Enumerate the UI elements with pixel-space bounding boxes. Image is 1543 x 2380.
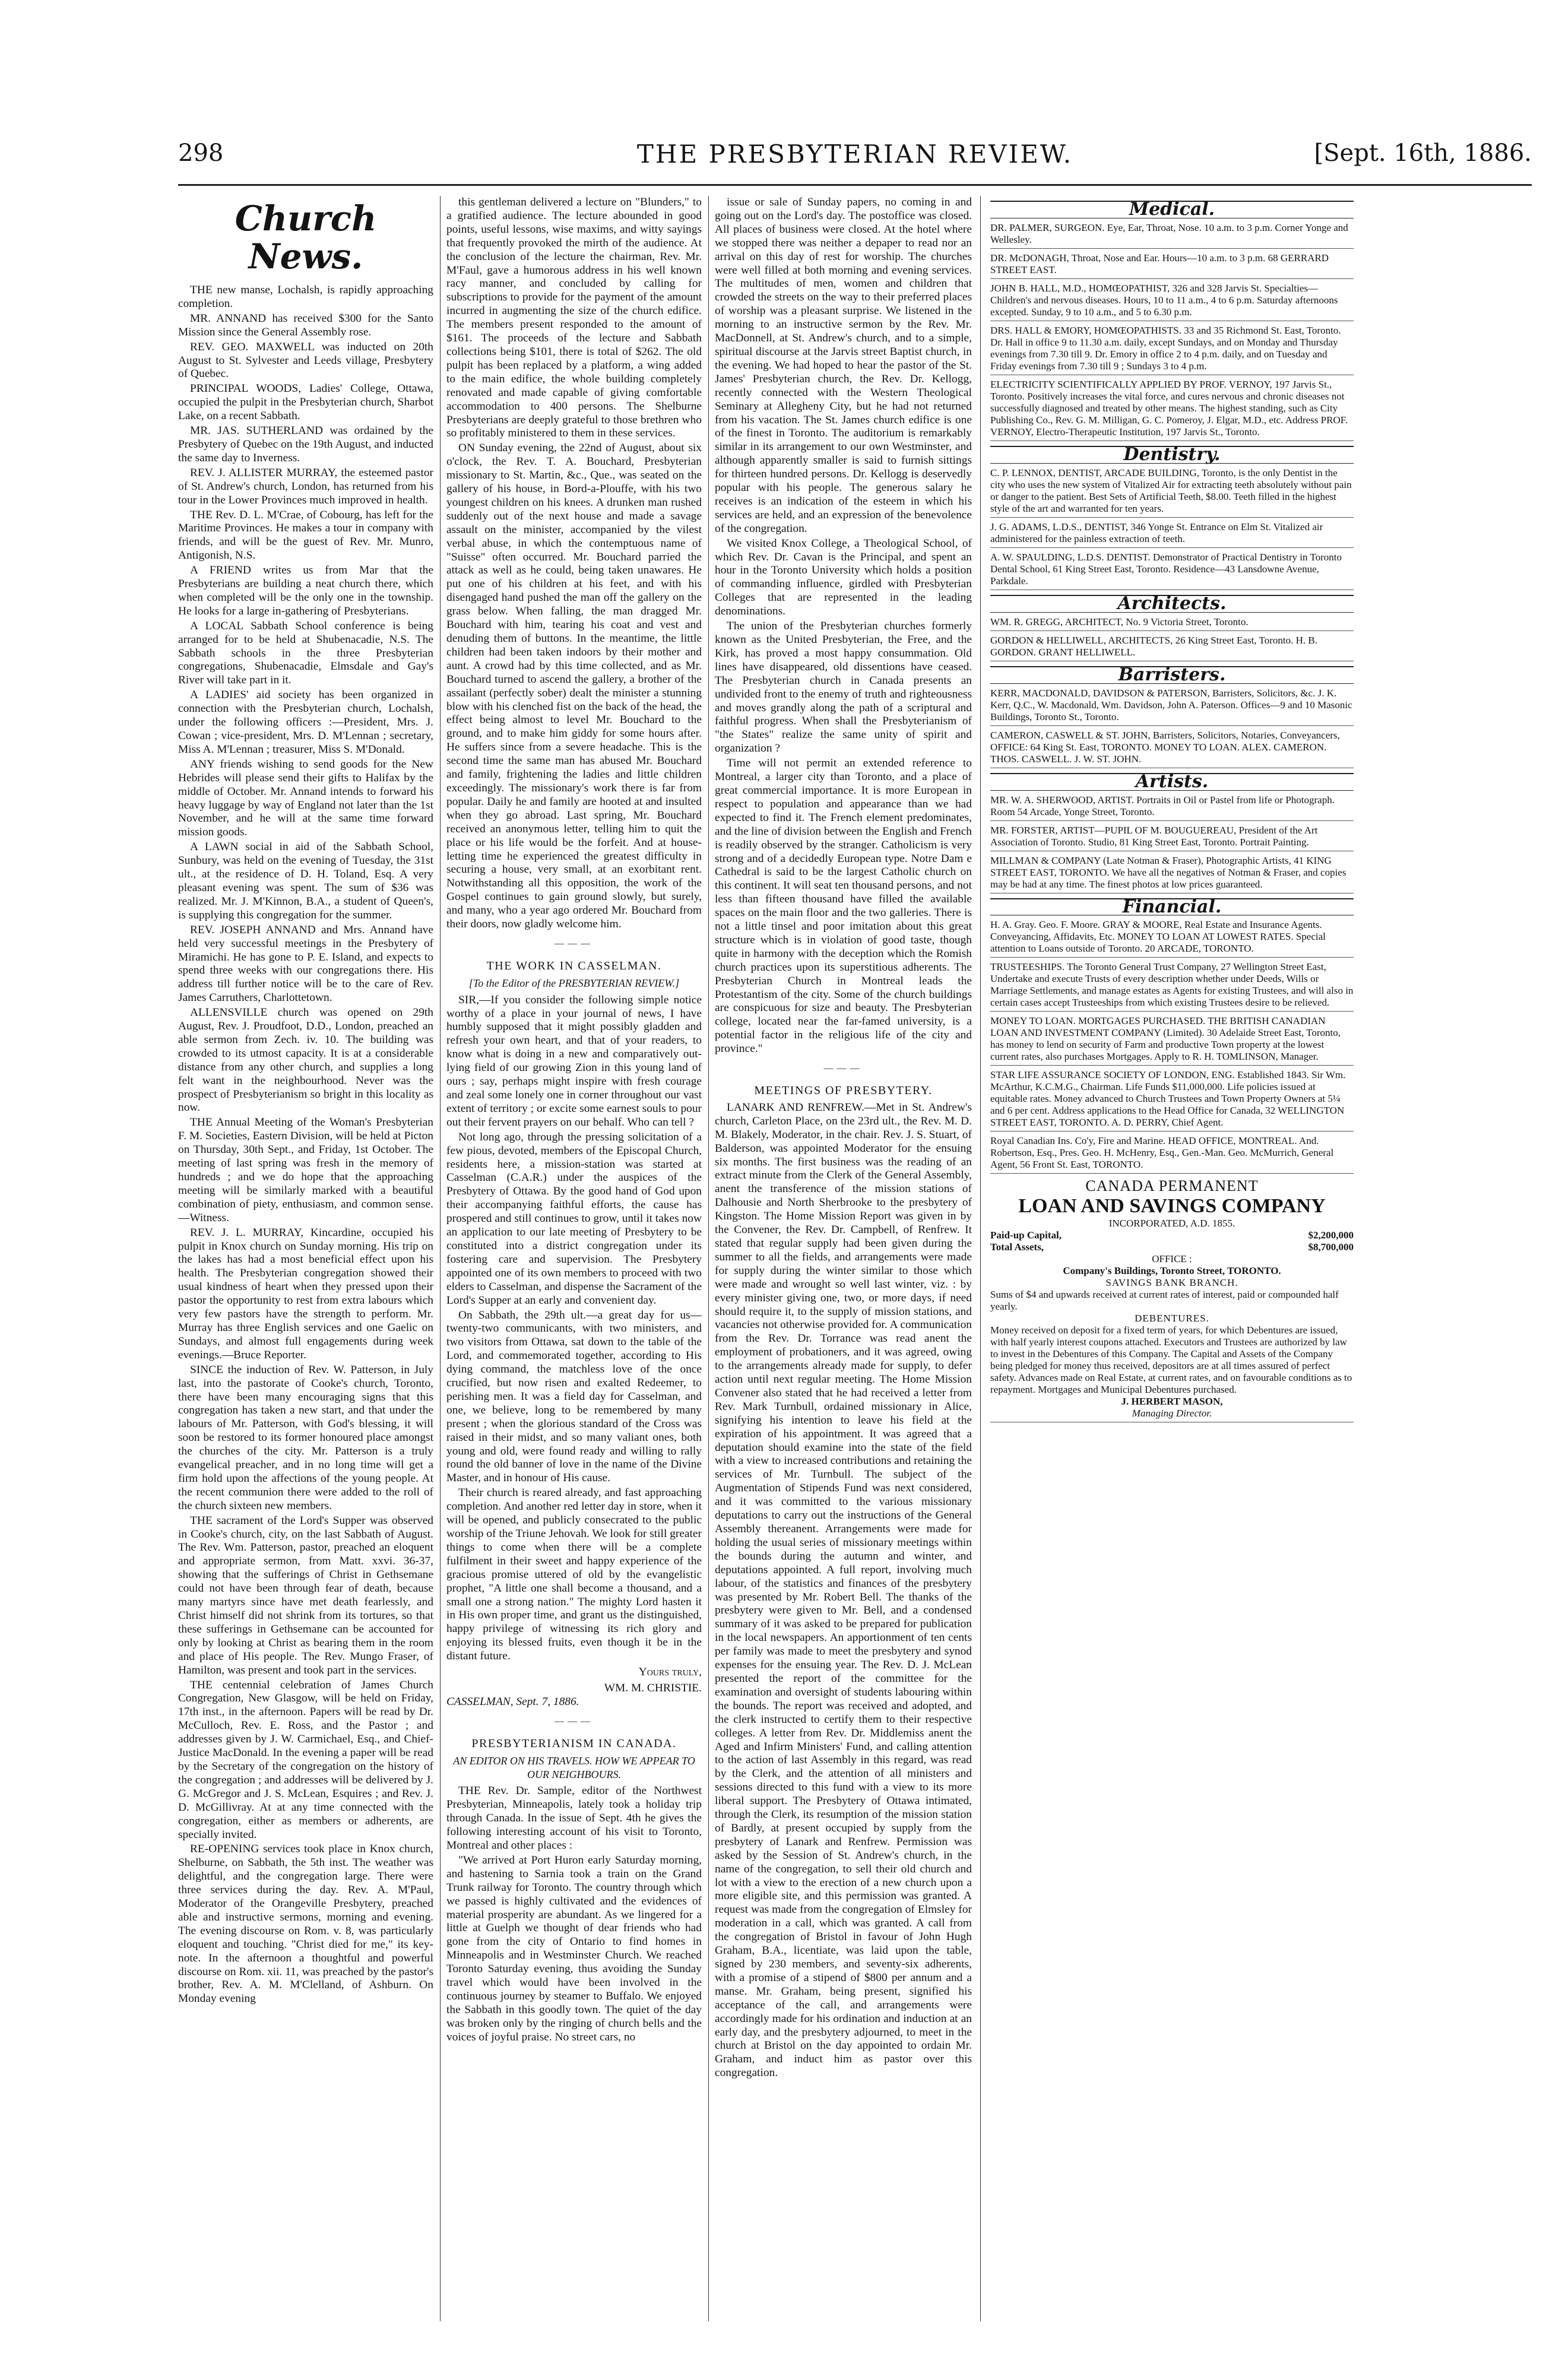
canada-permanent-ad <box>990 1177 1354 1422</box>
architects-ads <box>990 616 1354 661</box>
column-rule <box>980 196 981 2321</box>
news-item: THE new manse, Lochalsh, is rapidly approaching completion. <box>178 284 433 310</box>
cp-savings: SAVINGS BANK BRANCH. <box>1105 1277 1238 1289</box>
article-paragraph: this gentleman delivered a lecture on "Blunders," to a gratified audience. The lecture abounded in good points, useful lessons, wise maxims, and witty sayings that frequently provoked the mirth of the audience. At the conclusion of the lecture the chairman, Rev. Mr. M'Faul, gave a humorous address in his well known racy manner, and concluded by calling for subscriptions to provide for the payment of the amount incurred in augmenting the size of the church edifice. The members present responded to the amount of $161. The proceeds of the lecture and Sabbath collections being $101, there is total of $262. The old pulpit has been replaced by a platform, a wing added to the main edifice, the whole building completely renovated and made capable of giving comfortable accommodation to 400 persons. The Shelburne Presbyterians are deeply grateful to those brethren who so profitably ministered to them in these services. <box>446 196 702 440</box>
architect-ad: GORDON & HELLIWELL, ARCHITECTS, 26 King Street East, Toronto. H. B. GORDON. GRANT HELLIWELL. <box>990 635 1354 661</box>
medical-ad: DR. McDONAGH, Throat, Nose and Ear. Hours—10 a.m. to 3 p.m. 68 GERRARD STREET EAST. <box>990 252 1354 279</box>
news-item: REV. J. L. MURRAY, Kincardine, occupied his pulpit in Knox church on Sunday morning. His trip on the lakes has had a most beneficial effect upon his health. The Presbyterian congregation showed their usual kindness of heart when they pressed upon their pastor the opportunity to rest from extra labours which very few pastors have the strength to perform. Mr. Murray has three English services and one Gaelic on Sundays, and almost full engagements during week evenings.—Bruce Reporter. <box>178 1226 433 1361</box>
medical-ad: DRS. HALL & EMORY, HOMŒOPATHISTS. 33 and 35 Richmond St. East, Toronto. Dr. Hall in office 9 to 11.30 a.m. daily, except Sundays, and on Monday and Thursday evenings from 7.30 till 9. Dr. Emory in office 2 to 4 p.m. daily, and on Tuesday and Friday evenings from 7.30 till 9 ; Sundays 3 to 4 p.m. <box>990 325 1354 375</box>
artist-ad: MR. W. A. SHERWOOD, ARTIST. Portraits in Oil or Pastel from life or Photograph. Room 54 Arcade, Yonge Street, Toronto. <box>990 794 1354 821</box>
header-rule <box>178 184 1532 186</box>
news-item: MR. ANNAND has received $300 for the Santo Mission since the General Assembly rose. <box>178 312 433 338</box>
barrister-ad: KERR, MACDONALD, DAVIDSON & PATERSON, Barristers, Solicitors, &c. J. K. Kerr, Q.C., W. Macdonald, Wm. Davidson, John A. Paterson. Offices—9 and 10 Masonic Buildings, Toronto St., Toronto. <box>990 687 1354 726</box>
news-item: REV. GEO. MAXWELL was inducted on 20th August to St. Sylvester and Leeds village, Presbytery of Quebec. <box>178 340 433 381</box>
canada-subtitle: AN EDITOR ON HIS TRAVELS. HOW WE APPEAR TO OUR NEIGHBOURS. <box>453 1754 695 1780</box>
architect-ad: WM. R. GREGG, ARCHITECT, No. 9 Victoria Street, Toronto. <box>990 616 1354 631</box>
letter-paragraph: On Sabbath, the 29th ult.—a great day for us—twenty-two communicants, with two ministers, and two visitors from Ottawa, sat down to the table of the Lord, and commemorated together, according to His dying command, the matchless love of the once crucified, but now risen and exalted Redeemer, to perishing men. It was a field day for Casselman, and one, we believe, long to be remembered by many present ; when the glorious standard of the Cross was raised in their midst, and so many valiant ones, both young and old, were found ready and willing to rally round the old banner of love in the name of the Divine Master, and in honour of His cause. <box>446 1308 702 1485</box>
article-paragraph: ON Sunday evening, the 22nd of August, about six o'clock, the Rev. T. A. Bouchard, Presbyterian missionary to St. Martin, &c., Que., was seated on the gallery of his house, in Bord-a-Plouffe, with his two youngest children on his knees. A drunken man rushed suddenly out of the next house and made a savage assault on the minister, accompanied by the vilest verbal abuse, in which the contemptuous name of "Suisse" often occurred. Mr. Bouchard parried the attack as well as he could, being taken unawares. He put one of his children at his feet, and with his disengaged hand pushed the man off the gallery on the grass below. When falling, the man dragged Mr. Bouchard with him, tearing his coat and vest and denuding them of buttons. In the meantime, the little children had been taken indoors by their mother and aunt. A crowd had by this time collected, and as Mr. Bouchard turned to ascend the gallery, a brother of the assailant (perfectly sober) dealt the minister a stunning blow with his clenched fist on the back of the head, the effect being almost to level Mr. Bouchard to the ground, and to make him giddy for some hours after. He suffers since from a severe headache. This is the second time the same man has abused Mr. Bouchard and family, frightening the ladies and little children exceedingly. The missionary's work there is far from popular. Daily he and family are hooted at and insulted when they go abroad. Last spring, Mr. Bouchard received an anonymous letter, telling him to quit the place or his life would be the forfeit. And at house-letting time he experienced the greatest difficulty in securing a house, very small, at an exorbitant rent. Notwithstanding all this opposition, the work of the Gospel continues to gain ground slowly, but surely, and many, who a year ago ordered Mr. Bouchard from their doors, now gladly welcome him. <box>446 442 702 931</box>
divider: ——— <box>823 1063 863 1074</box>
column-advertisements <box>990 196 1354 2321</box>
meetings-title: MEETINGS OF PRESBYTERY. <box>754 1084 933 1097</box>
divider: ——— <box>555 938 594 949</box>
medical-ads <box>990 222 1354 441</box>
barristers-ads <box>990 687 1354 768</box>
letter-closing: Yours truly, <box>638 1666 702 1679</box>
cp-manager: J. HERBERT MASON, <box>1121 1396 1223 1408</box>
column-church-news <box>178 196 433 2321</box>
dentistry-ad: C. P. LENNOX, DENTIST, ARCADE BUILDING, Toronto, is the only Dentist in the city who uses the new system of Vitalized Air for extracting teeth absolutely without pain or danger to the patient. Best Sets of Artificial Teeth, $8.00. Teeth filled in the highest style of the art and warranted for ten years. <box>990 467 1354 518</box>
dentistry-ad: A. W. SPAULDING, L.D.S. DENTIST. Demonstrator of Practical Dentistry in Toronto Dental School, 61 King Street East, Toronto. Residence—43 Lansdowne Avenue, Parkdale. <box>990 552 1354 590</box>
dentistry-heading: Dentistry. <box>990 446 1354 464</box>
running-head <box>178 140 1532 175</box>
news-item: A FRIEND writes us from Mar that the Presbyterians are building a neat church there, which when completed will be the only one in the township. He looks for a large in-gathering of Presbyterians. <box>178 564 433 617</box>
column-rule <box>708 196 709 2321</box>
casselman-note: [To the Editor of the PRESBYTERIAN REVIEW.] <box>468 977 680 989</box>
issue-date: [Sept. 16th, 1886. <box>1314 140 1532 167</box>
cp-office-address: Company's Buildings, Toronto Street, TORONTO. <box>1063 1265 1281 1277</box>
cp-savings-text: Sums of $4 and upwards received at current rates of interest, paid or compounded half yearly. <box>990 1289 1339 1313</box>
artist-ad: MILLMAN & COMPANY (Late Notman & Fraser), Photographic Artists, 41 KING STREET EAST, TORONTO. We have all the negatives of Notman & Fraser, and copies may be had at any time. The finest photos at low prices guaranteed. <box>990 855 1354 893</box>
cp-manager-title: Managing Director. <box>1132 1408 1212 1419</box>
article-paragraph: issue or sale of Sunday papers, no coming in and going out on the Lord's day. The postoffice was closed. All places of business were closed. At the hotel where we stopped there was neither a depaper to read nor an arrival on this day of rest for worship. The churches were well filled at both morning and evening services. The multitudes of men, women and children that crowded the streets on the way to their preferred places of worship was a pleasant surprise. We listened in the morning to an instructive sermon by the Rev. Mr. MacDonnell, at St. Andrew's church, and to a simple, spiritual discourse at the Jarvis street Baptist church, in the evening. We had hoped to hear the pastor of the St. James' Presbyterian church, the Rev. Dr. Kellogg, recently connected with the Western Theological Seminary at Allegheny City, but he had not returned from his vacation. The St. James church edifice is one of the finest in Toronto. The auditorium is remarkably similar in its arrangement to our own Westminster, and although apparently smaller is said to furnish sittings for thirteen hundred persons. Dr. Kellogg is deservedly popular with his people. The generous salary he receives is an indication of the esteem in which his services are held, and an expression of the benevolence of the congregation. <box>715 196 972 535</box>
news-item: PRINCIPAL WOODS, Ladies' College, Ottawa, occupied the pulpit in the Presbyterian church, Sharbot Lake, on a recent Sabbath. <box>178 382 433 423</box>
column-three-paragraphs <box>715 196 972 1056</box>
article-paragraph: We visited Knox College, a Theological School, of which Rev. Dr. Cavan is the Principal, and spent an hour in the Toronto University which holds a position of commanding influence, girdled with Presbyterian Colleges that are represented in the leading denominations. <box>715 537 972 618</box>
medical-ad: DR. PALMER, SURGEON. Eye, Ear, Throat, Nose. 10 a.m. to 3 p.m. Corner Yonge and Wellesley. <box>990 222 1354 249</box>
news-item: ANY friends wishing to send goods for the New Hebrides will please send their gifts to Halifax by the middle of October. Mr. Annand intends to forward his heavy luggage by way of England not later than the 1st November, and he will at the same time forward mission goods. <box>178 758 433 839</box>
financial-ad: H. A. Gray. Geo. F. Moore. GRAY & MOORE, Real Estate and Insurance Agents. Conveyancing, Affidavits, Etc. MONEY TO LOAN AT LOWEST RATES. Special attention to Loans outside of Toronto. 20 ARCADE, TORONTO. <box>990 919 1354 958</box>
financial-ad: Royal Canadian Ins. Co'y, Fire and Marine. HEAD OFFICE, MONTREAL. And. Robertson, Esq., Pres. Geo. H. McHenry, Esq., Gen.-Man. Geo. McMurrich, General Agent, 56 Front St. East, TORONTO. <box>990 1135 1354 1174</box>
news-item: RE-OPENING services took place in Knox church, Shelburne, on Sabbath, the 5th inst. The weather was delightful, and the congregation large. There were three services during the day. Rev. A. M'Paul, Moderator of the Orangeville Presbytery, preached able and instructive sermons, morning and evening. The evening discourse on Rom. v. 8, was particularly eloquent and touching. "Christ died for me," its key-note. In the afternoon a thoughtful and powerful discourse on Rom. xii. 11, was preached by the pastor's brother, Rev. A. M. M'Clelland, of Ashburn. On Monday evening <box>178 1843 433 2005</box>
cp-capital-label: Paid-up Capital, <box>990 1229 1062 1241</box>
meetings-report <box>715 1101 972 2080</box>
publication-title: THE PRESBYTERIAN REVIEW. <box>636 140 1073 169</box>
letter-paragraph: Not long ago, through the pressing solicitation of a few pious, devoted, members of the Episcopal Church, residents here, a mission-station was started at Casselman (C.A.R.) under the auspices of the Presbytery of Ottawa. By the good hand of God upon their accompanying faithful efforts, the cause has prospered and still continues to grow, until it takes now an application to our late meeting of Presbytery to be constituted into a district congregation under its fostering care and supervision. The Presbytery appointed one of its own members to proceed with two elders to Casselman, and dispense the Sacrament of the Lord's Supper at an early and convenient day. <box>446 1130 702 1307</box>
dentistry-ads <box>990 467 1354 590</box>
column-rule <box>440 196 441 2321</box>
cp-debentures: DEBENTURES. <box>1135 1313 1209 1324</box>
artists-heading: Artists. <box>990 773 1354 791</box>
cp-office-label: OFFICE : <box>1152 1253 1192 1265</box>
church-news-items <box>178 284 433 2006</box>
medical-ad: ELECTRICITY SCIENTIFICALLY APPLIED BY PROF. VERNOY, 197 Jarvis St., Toronto. Positively increases the vital force, and cures nervous and chronic diseases not successfully diagnosed and treated by other means. The highest standing, such as City Publishing Co., Rev. G. M. Milligan, G. C. Pomeroy, J. Elgar, M.D., etc. Address PROF. VERNOY, Electro-Therapeutic Institution, 197 Jarvis St., Toronto. <box>990 379 1354 441</box>
cp-capital-row <box>990 1229 1354 1241</box>
article-paragraph: THE Rev. Dr. Sample, editor of the Northwest Presbyterian, Minneapolis, lately took a holiday trip through Canada. In the issue of Sept. 4th he gives the following interesting account of his visit to Toronto, Montreal and other places : <box>446 1785 702 1852</box>
financial-heading: Financial. <box>990 898 1354 916</box>
news-item: SINCE the induction of Rev. W. Patterson, in July last, into the pastorate of Cooke's church, Toronto, there have been many encouraging signs that this congregation has taken a new start, and that under the labours of Mr. Patterson, with God's blessing, it will soon be restored to its former honoured place amongst the churches of the city. Mr. Patterson is a truly evangelical preacher, and in no long time will get a firm hold upon the affections of the young people. At the recent communion there were added to the roll of the church sixteen new members. <box>178 1363 433 1512</box>
financial-ad: TRUSTEESHIPS. The Toronto General Trust Company, 27 Wellington Street East, Undertake and execute Trusts of every description whether under Deeds, Wills or Marriage Settlements, and manage estates as Agents for existing Trustees, and will also in certain cases accept Trusteeships from which existing Trustees desire to be relieved. <box>990 961 1354 1012</box>
casselman-letter <box>446 994 702 1663</box>
church-news-heading: Church News. <box>235 198 377 277</box>
artists-ads <box>990 794 1354 893</box>
news-item: MR. JAS. SUTHERLAND was ordained by the Presbytery of Quebec on the 19th August, and inducted the same day to Inverness. <box>178 424 433 464</box>
news-item: THE Rev. D. L. M'Crae, of Cobourg, has left for the Maritime Provinces. He makes a tour in company with friends, and will be the guest of Rev. Mr. Munro, Antigonish, N.S. <box>178 508 433 562</box>
financial-ad: STAR LIFE ASSURANCE SOCIETY OF LONDON, ENG. Established 1843. Sir Wm. McArthur, K.C.M.G., Chairman. Life Funds $11,000,000. Life policies issued at equitable rates. Money advanced to Church Trustees and Town Property Owners at 5¼ and 6 per cent. Address applications to the Head Office for Canada, 32 WELLINGTON STREET EAST, TORONTO. A. D. PERRY, Chief Agent. <box>990 1069 1354 1132</box>
barrister-ad: CAMERON, CASWELL & ST. JOHN, Barristers, Solicitors, Notaries, Conveyancers, OFFICE: 64 King St. East, TORONTO. MONEY TO LOAN. ALEX. CAMERON. THOS. CASWELL. J. W. ST. JOHN. <box>990 730 1354 768</box>
barristers-heading: Barristers. <box>990 666 1354 684</box>
news-item: A LOCAL Sabbath School conference is being arranged for to be held at Shubenacadie, N.S. The Sabbath schools in the three Presbyterian congregations, Shubenacadie, Elmsdale and Gay's River will take part in it. <box>178 619 433 687</box>
column-two <box>446 196 702 2321</box>
page-number: 298 <box>178 140 224 167</box>
article-paragraph: Time will not permit an extended reference to Montreal, a larger city than Toronto, and a place of great commercial importance. It is more European in respect to population and appearance than we had expected to find it. The French element predominates, and the line of division between the English and French is readily observed by the stranger. Catholicism is very strong and of a decidedly European type. Notre Dam e Cathedral is said to be the largest Catholic church on this continent. It will seat ten thousand persons, and not less than fifteen thousand have filled the available spaces on the main floor and the two galleries. There is not a little tinsel and poor imitation about this great structure which is in violation of good taste, though quite in harmony with the deception which the Romish church practices upon its superstitious adherents. The Presbyterian Church in Montreal leads the Protestantism of the city. Some of the church buildings are conspicuous for size and beauty. The Presbyterian college, located near the far-famed university, is a potential factor in the religious life of the city and province." <box>715 757 972 1056</box>
architects-heading: Architects. <box>990 595 1354 613</box>
news-item: THE sacrament of the Lord's Supper was observed in Cooke's church, city, on the last Sabbath of August. The Rev. Wm. Patterson, pastor, preached an eloquent and appropriate sermon, from Matt. xxvi. 36-37, showing that the sufferings of Christ in Gethsemane could not have been through fear of death, because many martyrs since have met death fearlessly, and Christ himself did not shrink from its tortures, so that these sufferings in Gethsemane can be accounted for only by looking at Christ as bearing them in the room and place of His people. The Rev. Mungo Fraser, of Hamilton, was present and took part in the services. <box>178 1514 433 1677</box>
letter-dateline: CASSELMAN, Sept. 7, 1886. <box>446 1695 579 1708</box>
financial-ad: MONEY TO LOAN. MORTGAGES PURCHASED. THE BRITISH CANADIAN LOAN AND INVESTMENT COMPANY (Limited). 30 Adelaide Street East, Toronto, has money to lend on security of Farm and productive Town property at the lowest current rates, also purchases Mortgages. Apply to R. H. TOMLINSON, Manager. <box>990 1015 1354 1066</box>
cp-incorporated: INCORPORATED, A.D. 1855. <box>1108 1218 1235 1229</box>
cp-debentures-text: Money received on deposit for a fixed term of years, for which Debentures are issued, with half yearly interest coupons attached. Executors and Trustees are authorized by law to invest in the Debentures of this Company. The Capital and Assets of the Company being pledged for money thus received, depositors are at all times assured of perfect safety. Advances made on Real Estate, at current rates, and on favourable conditions as to repayment. Mortgages and Municipal Debentures purchased. <box>990 1324 1352 1396</box>
letter-paragraph: SIR,—If you consider the following simple notice worthy of a place in your journal of news, I have humbly supposed that it might possibly gladden and refresh your own heart, and that of your readers, to know what is doing in a new and comparatively out-lying field of our growing Zion in this young land of ours ; say, perhaps might inspire with fresh courage and zeal some lonely one in corner throughout our vast extent of territory ; or excite some earnest souls to pour out their fervent prayers on our behalf. Who can tell ? <box>446 993 702 1129</box>
cp-assets-value: $8,700,000 <box>1308 1241 1354 1253</box>
news-item: REV. J. ALLISTER MURRAY, the esteemed pastor of St. Andrew's church, London, has returned from his tour in the Lower Provinces much improved in health. <box>178 466 433 506</box>
cp-kicker: CANADA PERMANENT <box>1085 1177 1259 1195</box>
casselman-title: THE WORK IN CASSELMAN. <box>486 959 662 972</box>
article-paragraph: The union of the Presbyterian churches formerly known as the United Presbyterian, the Free, and the Kirk, has proved a most happy consummation. Old lines have disappeared, old dissentions have ceased. The Presbyterian church in Canada presents an undivided front to the enemy of truth and righteousness and moves grandly along the path of a scriptural and faithful progress. When shall the Presbyterianism of "the States" realize the same unity of spirit and organization ? <box>715 620 972 755</box>
medical-ad: JOHN B. HALL, M.D., HOMŒOPATHIST, 326 and 328 Jarvis St. Specialties—Children's and nervous diseases. Hours, 10 to 11 a.m., 4 to 6 p.m. Saturday afternoons excepted. Sunday, 9 to 10 a.m., and 5 to 6.30 p.m. <box>990 283 1354 321</box>
news-item: A LADIES' aid society has been organized in connection with the Presbyterian church, Lochalsh, under the following officers :—President, Mrs. J. Cowan ; vice-president, Mrs. D. M'Lennan ; secretary, Miss A. M'Lennan ; treasurer, Miss S. M'Donald. <box>178 689 433 756</box>
artist-ad: MR. FORSTER, ARTIST—PUPIL OF M. BOUGUEREAU, President of the Art Association of Toronto. Studio, 81 King Street East, Toronto. Portrait Painting. <box>990 825 1354 851</box>
news-item: A LAWN social in aid of the Sabbath School, Sunbury, was held on the evening of Tuesday, the 31st ult., at the residence of D. H. Toland, Esq. A very pleasant evening was spent. The sum of $36 was realized. Mr. J. M'Kinnon, B.A., a student of Queen's, is supplying this congregation for the summer. <box>178 841 433 921</box>
cp-assets-row <box>990 1241 1354 1253</box>
financial-ads <box>990 919 1354 1174</box>
news-item: THE centennial celebration of James Church Congregation, New Glasgow, will be held on Friday, 17th inst., in the afternoon. Papers will be read by Dr. McCulloch, Rev. E. Ross, and the Pastor ; and addresses given by J. W. Carmichael, Esq., and Chief-Justice MacDonald. In the evening a paper will be read by the Secretary of the congregation on the history of the congregation ; and addresses will be delivered by J. G. McGregor and J. S. McLean, Esquires ; and Rev. J. D. McGillivray. At at any time connected with the congregation, either as members or adherents, are specially invited. <box>178 1678 433 1841</box>
canada-title: PRESBYTERIANISM IN CANADA. <box>471 1736 677 1750</box>
cp-name: LOAN AND SAVINGS COMPANY <box>1018 1195 1326 1218</box>
report-paragraph: LANARK AND RENFREW.—Met in St. Andrew's church, Carleton Place, on the 23rd ult., the Rev. M. D. M. Blakely, Moderator, in the chair. Rev. J. S. Stuart, of Balderson, was appointed Moderator for the ensuing six months. The first business was the reading of an extract minute from the Clerk of the General Assembly, anent the transference of the mission stations of Dalhousie and North Sherbrooke to the presbytery of Kingston. The Home Mission Report was given in by the Convener, the Rev. Dr. Campbell, of Renfrew. It stated that regular supply had been given during the summer to all the fields, and arrangements were made for supply during the winter similar to those which were made and wrought so well last winter, viz. : by every minister giving one, two, or more days, if need should require it, to the supply of mission stations, and vacancies not otherwise provided for. A communication from the Rev. Dr. Torrance was read anent the employment of probationers, and it was agreed, owing to the arrangements already made for supply, to defer action until next regular meeting. The Home Mission Convener also stated that he had received a letter from Rev. Mark Turnbull, ordained missionary in Alice, signifying his intention to leave his field at the expiration of his appointment. It was agreed that a deputation should examine into the state of the field with a view to increased contributions and retaining the services of Mr. Turnbull. The subject of the Augmentation of Stipends Fund was next considered, and it was committed to the various missionary deputations to carry out the instructions of the General Assembly thereanent. Arrangements were made for holding the usual series of missionary meetings within the bounds during the autumn and winter, and deputations appointed. A full report, involving much labour, of the statistics and finances of the presbytery was presented by Mr. Robert Bell. The thanks of the presbytery were given to Mr. Bell, and a condensed summary of it was asked to be prepared for publication in the local newspapers. An apportionment of ten cents per family was made to meet the presbytery and synod expenses for the ensuing year. The Rev. D. J. McLean presented the report of the committee for the examination and oversight of students labouring within the bounds. The report was received and adopted, and the clerk instructed to certify them to their respective colleges. A letter from Rev. Dr. Middlemiss anent the Aged and Infirm Ministers' Fund, and calling attention to the action of last Assembly in this regard, was read by the Clerk, and the attention of all ministers and sessions directed to this fund with a view to its more liberal support. The Presbytery of Ottawa intimated, through the Clerk, its resumption of the mission station of Bardly, at present occupied by supply from the presbytery of Lanark and Renfrew. Permission was asked by the Session of St. Andrew's church, in the name of the congregation, to sell their old church and lot with a view to the erection of a new church upon a more eligible site, and this permission was granted. A request was made from the congregation of Elmsley for moderation in a call, which was granted. A call from the congregation of Bristol in favour of John Hugh Graham, B.A., licentiate, was laid upon the table, signed by 230 members, and seventy-six adherents, with a promise of a stipend of $800 per annum and a manse. Mr. Graham, being present, signified his acceptance of the call, and arrangements were accordingly made for his ordination and induction at an early day, and the presbytery adjourned, to meet in the church at Bristol on the day appointed to ordain Mr. Graham, and induct him as pastor over this congregation. <box>715 1101 972 2080</box>
cp-assets-label: Total Assets, <box>990 1241 1044 1253</box>
medical-heading: Medical. <box>990 201 1354 218</box>
news-item: REV. JOSEPH ANNAND and Mrs. Annand have held very successful meetings in the Presbytery of Miramichi. He has gone to P. E. Island, and expects to spend three weeks with our congregations there. His address till further notice will be to the care of Rev. James Carruthers, Charlottetown. <box>178 923 433 1004</box>
news-item: ALLENSVILLE church was opened on 29th August, Rev. J. Proudfoot, D.D., London, preached an able sermon from Zech. iv. 10. The building was crowded to its utmost capacity. It is at a considerable distance from any other church, and supplies a long felt want in the neighbourhood. Never was the prospect of Presbyterianism so bright in this locality as now. <box>178 1006 433 1114</box>
letter-paragraph: Their church is reared already, and fast approaching completion. And another red letter day in store, when it will be opened, and publicly consecrated to the public worship of the Triune Jehovah. We look for still greater things to come when there will be a complete fulfilment in their sweet and happy experience of the gracious promise uttered of old by the evangelistic prophet, "A little one shall become a thousand, and a small one a strong nation." The mighty Lord hasten it in His own proper time, and grant us the distinguished, happy privilege of witnessing its rich glory and enjoying its blessed fruits, even though it be in the distant future. <box>446 1487 702 1663</box>
news-item: THE Annual Meeting of the Woman's Presbyterian F. M. Societies, Eastern Division, will be held at Picton on Thursday, 30th Sept., and Friday, 1st October. The meeting of last spring was fresh in the memory of hundreds ; and we do hope that the approaching meeting will be similarly marked with a beautiful combination of piety, enthusiasm, and common sense.—Witness. <box>178 1116 433 1224</box>
cp-capital-value: $2,200,000 <box>1308 1229 1354 1241</box>
column-three <box>715 196 972 2321</box>
article-paragraph: "We arrived at Port Huron early Saturday morning, and hastening to Sarnia took a train on the Grand Trunk railway for Toronto. The country through which we passed is highly cultivated and the evidences of material prosperity are abundant. As we lingered for a little at Guelph we thought of dear friends who had gone from the city of Ontario to find homes in Minneapolis and in Westminster Church. We reached Toronto Saturday evening, thus avoiding the Sunday travel which would have been involved in the continuous journey by steamer to Buffalo. We enjoyed the Sabbath in this goodly town. The quiet of the day was broken only by the ringing of church bells and the voices of joyful praise. No street cars, no <box>446 1853 702 2043</box>
letter-signature: WM. M. CHRISTIE. <box>604 1681 702 1694</box>
canada-article <box>446 1785 702 2044</box>
dentistry-ad: J. G. ADAMS, L.D.S., DENTIST, 346 Yonge St. Entrance on Elm St. Vitalized air administered for the painless extraction of teeth. <box>990 521 1354 548</box>
divider: ——— <box>555 1716 594 1726</box>
column-two-paragraphs <box>446 196 702 931</box>
